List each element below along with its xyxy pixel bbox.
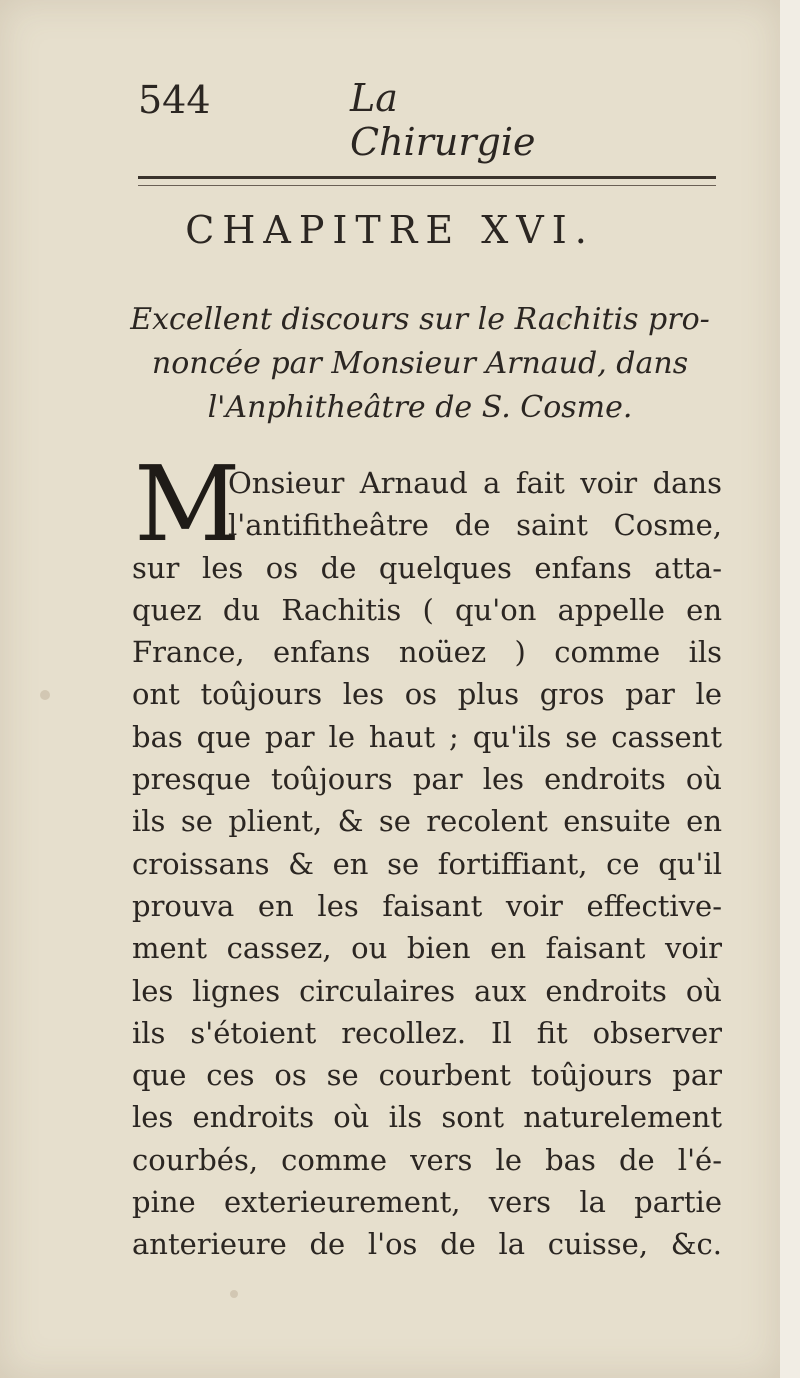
subtitle-line: Excellent discours sur le Rachitis pro-	[130, 302, 710, 337]
subtitle-line: l'Anphitheâtre de S. Cosme.	[207, 390, 633, 425]
text-line: courbés, comme vers le bas de l'é-	[132, 1142, 722, 1177]
text-line: France, enfans noüez ) comme ils	[132, 635, 722, 670]
page-number: 544	[138, 78, 211, 122]
text-line: anterieure de l'os de la cuisse, &c.	[132, 1227, 722, 1262]
text-line: quez du Rachitis ( qu'on appelle en	[132, 592, 722, 627]
header-rule	[138, 176, 716, 186]
text-line: ment cassez, ou bien en faisant voir	[132, 931, 722, 966]
running-head	[138, 72, 578, 164]
paper-stain	[40, 690, 50, 700]
text-line: croissans & en se fortiffiant, ce qu'il	[132, 846, 722, 881]
text-line: les lignes circulaires aux endroits où	[132, 973, 722, 1008]
text-line: les endroits où ils sont naturelement	[132, 1100, 722, 1135]
text-line: l'antifitheâtre de saint Cosme,	[228, 508, 722, 543]
body-paragraph	[132, 462, 722, 1266]
text-line: ils se plient, & se recolent ensuite en	[132, 804, 722, 839]
paper-stain	[230, 1290, 238, 1298]
page-edge	[780, 0, 800, 1378]
subtitle-line: noncée par Monsieur Arnaud, dans	[151, 346, 689, 381]
text-line: Onsieur Arnaud a fait voir dans	[228, 466, 722, 500]
chapter-subtitle	[110, 298, 730, 430]
text-line: presque toûjours par les endroits où	[132, 762, 722, 797]
drop-cap: M	[134, 443, 241, 565]
running-title: La Chirurgie	[350, 76, 536, 164]
chapter-heading: CHAPITRE XVI.	[185, 208, 595, 252]
text-line: ils s'étoient recollez. Il fit observer	[132, 1015, 722, 1050]
text-line: sur les os de quelques enfans atta-	[132, 550, 722, 585]
text-line: prouva en les faisant voir effective-	[132, 888, 722, 923]
text-line: ont toûjours les os plus gros par le	[132, 677, 722, 712]
text-line: pine exterieurement, vers la partie	[132, 1185, 722, 1220]
text-line: que ces os se courbent toûjours par	[132, 1058, 722, 1093]
text-line: bas que par le haut ; qu'ils se cassent	[132, 719, 722, 754]
